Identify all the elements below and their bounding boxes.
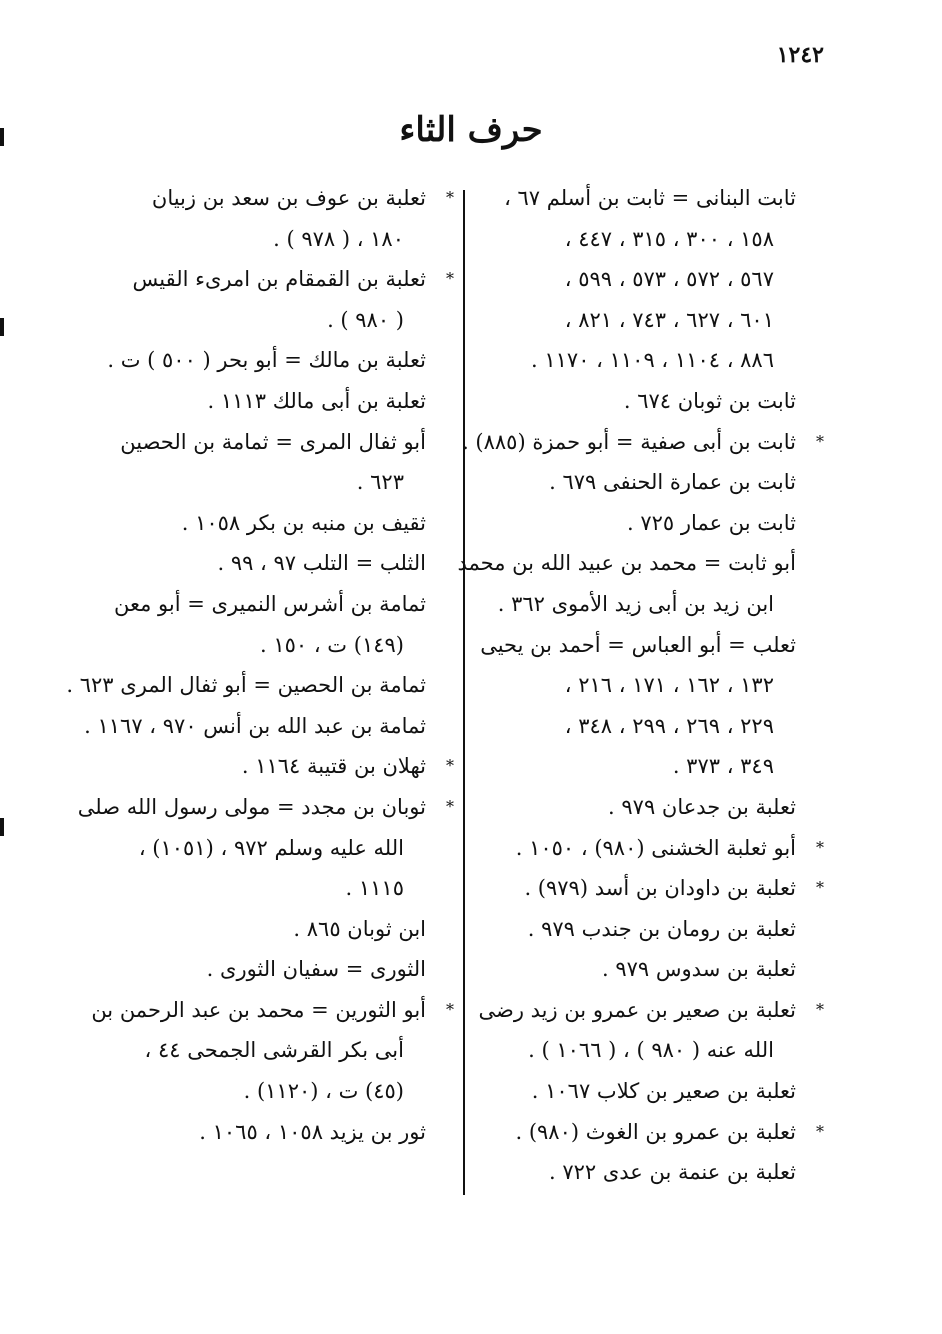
entry-marker: * [816, 878, 824, 898]
index-entry [99, 1112, 444, 1153]
entry-line: (٤٥) ت ، (١١٢٠) . [243, 1079, 404, 1104]
index-column-right [457, 178, 824, 1193]
entry-line: ثمامة بن أشرس النميرى = أبو معن [114, 591, 426, 616]
column-divider [463, 190, 465, 1195]
index-entry [469, 787, 814, 828]
entry-line: الثورى = سفيان الثورى . [206, 957, 426, 982]
entry-line: أبى بكر القرشى الجمحى ٤٤ ، [144, 1038, 404, 1063]
index-entry [469, 381, 814, 422]
index-entry [469, 178, 814, 381]
edge-mark [0, 818, 4, 836]
entry-marker: * [446, 796, 454, 816]
entry-line: ( ٩٨٠ ) . [327, 307, 404, 332]
entry-marker: * [446, 999, 454, 1019]
entry-line: ٨٨٦ ، ١١٠٤ ، ١١٠٩ ، ١١٧٠ . [531, 348, 774, 373]
entry-line: ١٨٠ ، ( ٩٧٨ ) . [273, 226, 404, 251]
entry-marker: * [816, 999, 824, 1019]
index-entry [469, 828, 824, 869]
index-entry [99, 543, 444, 584]
index-entry [99, 909, 444, 950]
index-entry [99, 949, 444, 990]
index-entry [99, 746, 454, 787]
index-entry [469, 949, 814, 990]
entry-line: ابن زيد بن أبى زيد الأموى ٣٦٢ . [497, 591, 774, 616]
entry-marker: * [816, 837, 824, 857]
index-entry [66, 665, 444, 706]
entry-marker: * [816, 1121, 824, 1141]
index-entry [99, 259, 454, 340]
index-entry [457, 543, 814, 624]
entry-line: ثمامة بن عبد الله بن أنس ٩٧٠ ، ١١٦٧ . [84, 713, 426, 738]
entry-line: ثعلبة بن أبى مالك ١١١٣ . [207, 388, 426, 413]
entry-line: ٢٢٩ ، ٢٦٩ ، ٢٩٩ ، ٣٤٨ ، [564, 713, 774, 738]
index-entry [99, 178, 454, 259]
index-entry [99, 422, 444, 503]
index-entry [469, 1112, 824, 1153]
index-entry [99, 584, 444, 665]
entry-line: ثعلبة بن عمرو بن الغوث (٩٨٠) . [515, 1119, 796, 1144]
entry-marker: * [446, 269, 454, 289]
entry-line: ٥٦٧ ، ٥٧٢ ، ٥٧٣ ، ٥٩٩ ، [564, 267, 774, 292]
index-entry [77, 787, 454, 909]
entry-line: ثقيف بن منبه بن بكر ١٠٥٨ . [181, 510, 426, 535]
index-entry [469, 503, 814, 544]
entry-line: ثعلبة بن سدوس ٩٧٩ . [602, 957, 796, 982]
entry-line: (١٤٩) ت ، ١٥٠ . [259, 632, 404, 657]
entry-line: ١١١٥ . [345, 876, 404, 901]
index-entry [469, 625, 814, 787]
entry-line: ٦٠١ ، ٦٢٧ ، ٧٤٣ ، ٨٢١ ، [564, 307, 774, 332]
entry-line: الثلب = التلب ٩٧ ، ٩٩ . [217, 551, 426, 576]
index-entry [469, 462, 814, 503]
entry-line: ثور بن يزيد ١٠٥٨ ، ١٠٦٥ . [199, 1119, 426, 1144]
index-column-left [66, 178, 454, 1152]
entry-marker: * [446, 756, 454, 776]
index-entry [469, 1152, 814, 1193]
entry-line: ثوبان بن مجدد = مولى رسول الله صلى [77, 794, 426, 819]
index-entry [99, 340, 444, 381]
entry-line: أبو ثفال المرى = ثمامة بن الحصين [120, 429, 426, 454]
index-entry [469, 1071, 814, 1112]
entry-line: ثعلبة بن داودان بن أسد (٩٧٩) . [524, 876, 796, 901]
entry-line: ثعلبة بن صعير بن عمرو بن زيد رضى [478, 997, 796, 1022]
entry-line: ثابت بن ثوبان ٦٧٤ . [623, 388, 796, 413]
index-entry [469, 990, 824, 1071]
entry-line: ثعلبة بن صعير بن كلاب ١٠٦٧ . [531, 1079, 796, 1104]
entry-line: ثابت بن أبى صفية = أبو حمزة (٨٨٥) . [462, 429, 796, 454]
entry-line: الله عنه ( ٩٨٠ ) ، ( ١٠٦٦ ) . [528, 1038, 774, 1063]
index-entry [84, 706, 444, 747]
entry-line: ثابت بن عمار ٧٢٥ . [627, 510, 796, 535]
index-entry [469, 868, 824, 909]
entry-line: ثعلبة بن عوف بن سعد بن زبيان [151, 186, 426, 210]
section-heading: حرف الثاء [399, 110, 543, 150]
edge-mark [0, 318, 4, 336]
entry-line: ٣٤٩ ، ٣٧٣ . [672, 754, 774, 779]
edge-mark [0, 128, 4, 146]
entry-line: ٦٢٣ . [356, 470, 404, 495]
entry-line: ابن ثوبان ٨٦٥ . [293, 916, 426, 941]
entry-line: أبو ثابت = محمد بن عبيد الله بن محمد [457, 551, 796, 576]
entry-line: ثابت بن عمارة الحنفى ٦٧٩ . [549, 470, 796, 495]
entry-line: ثعلب = أبو العباس = أحمد بن يحيى [480, 632, 796, 657]
entry-line: ثعلبة بن عنمة بن عدى ٧٢٢ . [548, 1160, 796, 1185]
entry-line: ثابت البنانى = ثابت بن أسلم ٦٧ ، [504, 186, 796, 210]
index-entry [469, 909, 814, 950]
entry-line: أبو ثعلبة الخشنى (٩٨٠) ، ١٠٥٠ . [515, 835, 796, 860]
entry-line: ثعلبة بن جدعان ٩٧٩ . [608, 794, 796, 819]
entry-line: ثعلبة بن رومان بن جندب ٩٧٩ . [527, 916, 796, 941]
entry-marker: * [446, 188, 454, 207]
entry-line: ثهلان بن قتيبة ١١٦٤ . [241, 754, 426, 779]
page-number: ١٢٤٢ [776, 42, 824, 68]
index-entry [99, 381, 444, 422]
index-entry [462, 422, 824, 463]
entry-line: ثعلبة بن القمقام بن امرىء القيس [132, 267, 426, 292]
entry-line: ثعلبة بن مالك = أبو بحر ( ٥٠٠ ) ت . [107, 348, 426, 373]
entry-line: أبو الثورين = محمد بن عبد الرحمن بن [91, 997, 426, 1022]
index-entry [99, 503, 444, 544]
entry-line: ١٣٢ ، ١٦٢ ، ١٧١ ، ٢١٦ ، [564, 673, 774, 698]
entry-line: ثمامة بن الحصين = أبو ثفال المرى ٦٢٣ . [66, 673, 426, 698]
entry-line: ١٥٨ ، ٣٠٠ ، ٣١٥ ، ٤٤٧ ، [564, 226, 774, 251]
index-entry [91, 990, 454, 1112]
entry-line: الله عليه وسلم ٩٧٢ ، (١٠٥١) ، [138, 835, 404, 860]
entry-marker: * [816, 431, 824, 451]
